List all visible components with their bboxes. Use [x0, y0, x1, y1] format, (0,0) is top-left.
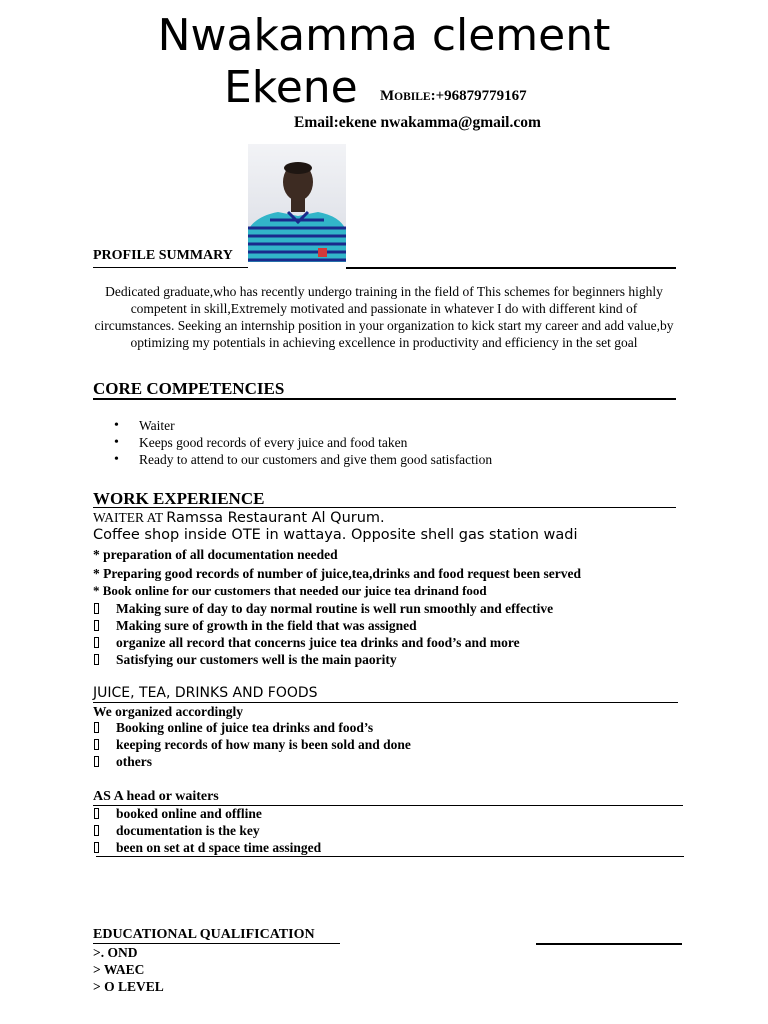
duty-line: * preparation of all documentation needed — [93, 547, 338, 562]
juice-heading: JUICE, TEA, DRINKS AND FOODS — [93, 685, 318, 701]
profile-summary-heading: PROFILE SUMMARY — [93, 248, 233, 263]
profile-rule-left — [93, 267, 248, 268]
duty-text: Making sure of growth in the field that was assigned — [116, 618, 417, 633]
education-rule-left — [93, 943, 340, 944]
box-bullet-icon — [93, 635, 116, 651]
duty-text: organize all record that concerns juice tea drinks and food’s and more — [116, 635, 520, 650]
mobile-value: :+96879779167 — [430, 88, 527, 104]
box-bullet-icon — [93, 806, 116, 822]
duty-text: Satisfying our customers well is the main paority — [116, 652, 397, 667]
juice-item — [93, 737, 411, 753]
box-bullet-icon — [93, 601, 116, 617]
work-role — [93, 510, 385, 526]
head-waiter-heading: AS A head or waiters — [93, 789, 219, 804]
role-place: Ramssa Restaurant Al Qurum. — [166, 510, 385, 526]
profile-photo — [248, 144, 346, 262]
core-competencies-heading: CORE COMPETENCIES — [93, 379, 285, 398]
duty-text: Making sure of day to day normal routine is well run smoothly and effective — [116, 601, 554, 616]
duty-line — [93, 601, 553, 617]
education-item: > O LEVEL — [93, 979, 164, 994]
duty-line: * Preparing good records of number of juice,tea,drinks and food request been served — [93, 566, 581, 581]
competencies-rule — [93, 398, 676, 400]
head-waiter-text: been on set at d space time assinged — [116, 840, 322, 855]
list-item: • Waiter — [112, 417, 492, 434]
head-waiter-text: documentation is the key — [116, 823, 260, 838]
work-location: Coffee shop inside OTE in wattaya. Opposite shell gas station wadi — [93, 527, 578, 543]
juice-text: Booking online of juice tea drinks and food’s — [116, 720, 374, 735]
head-waiter-item — [93, 823, 260, 839]
box-bullet-icon — [93, 737, 116, 753]
profile-summary-text: Dedicated graduate,who has recently undergo training in the field of This schemes for beginners highly competent in skill,Extremely motivated and passionate in whatever I do with different kind of circumstances. Seeking an internship position in your organization to kick start my career and add value,by optimizing my potentials in achieving excellence in productivity and efficiency in the set goal — [94, 284, 674, 350]
duty-line: * Book online for our customers that needed our juice tea drinand food — [93, 583, 487, 598]
mobile-label-rest: OBILE — [394, 91, 431, 103]
email-address: Email:ekene nwakamma@gmail.com — [294, 114, 541, 131]
name-line-2: Ekene — [224, 62, 358, 113]
list-item: • Ready to attend to our customers and give them good satisfaction — [112, 451, 492, 468]
education-rule-right — [536, 943, 682, 945]
education-item: > WAEC — [93, 962, 145, 977]
juice-item — [93, 754, 152, 770]
role-prefix: WAITER AT — [93, 510, 163, 525]
duty-line — [93, 635, 520, 651]
box-bullet-icon — [93, 618, 116, 634]
name-line-1: Nwakamma clement — [157, 10, 611, 61]
competencies-list — [112, 417, 492, 468]
head-waiter-item — [93, 806, 262, 822]
juice-item — [93, 720, 373, 736]
portrait-illustration — [248, 144, 346, 262]
head-waiter-item — [93, 840, 321, 856]
mobile-number — [380, 88, 527, 105]
box-bullet-icon — [93, 840, 116, 856]
profile-rule — [346, 267, 676, 269]
duty-line — [93, 652, 397, 668]
mobile-label-cap: M — [380, 88, 395, 104]
box-bullet-icon — [93, 720, 116, 736]
list-item: • Keeps good records of every juice and food taken — [112, 434, 492, 451]
work-experience-heading: WORK EXPERIENCE — [93, 489, 265, 508]
juice-text: others — [116, 754, 152, 769]
box-bullet-icon — [93, 754, 116, 770]
work-rule — [93, 507, 676, 508]
education-item: >. OND — [93, 945, 138, 960]
education-heading: EDUCATIONAL QUALIFICATION — [93, 927, 315, 942]
juice-rule — [93, 702, 678, 703]
head-waiter-rule-bottom — [96, 856, 684, 857]
juice-intro: We organized accordingly — [93, 704, 243, 719]
box-bullet-icon — [93, 652, 116, 668]
box-bullet-icon — [93, 823, 116, 839]
head-waiter-text: booked online and offline — [116, 806, 262, 821]
juice-text: keeping records of how many is been sold and done — [116, 737, 411, 752]
duty-line — [93, 618, 417, 634]
